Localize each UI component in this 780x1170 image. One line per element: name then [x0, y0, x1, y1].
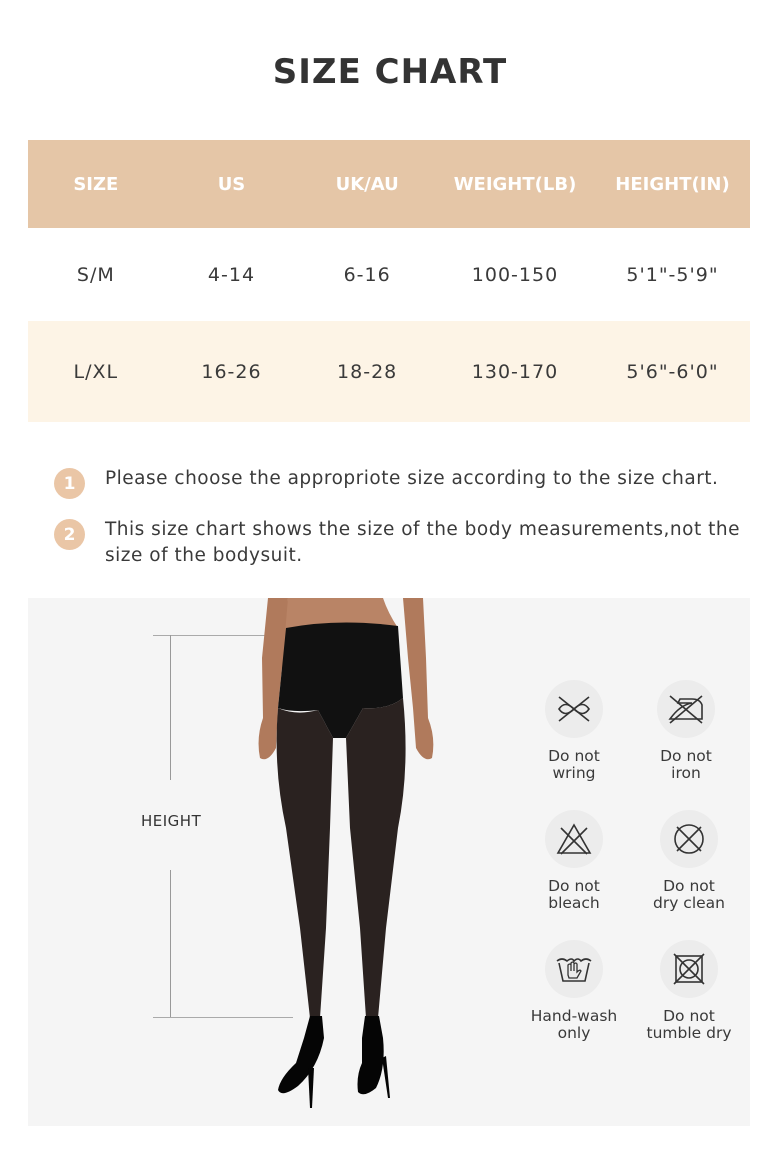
- care-item-do-not-bleach: [519, 810, 629, 912]
- do-not-bleach-icon: [545, 810, 603, 868]
- header-us: US: [164, 140, 300, 228]
- table-row: [28, 228, 750, 321]
- do-not-dry-clean-icon: [660, 810, 718, 868]
- note-text: Please choose the appropriote size according to the size chart.: [105, 468, 719, 489]
- care-label: Do not iron: [660, 747, 712, 782]
- size-table: [28, 140, 750, 422]
- table-header-row: [28, 140, 750, 228]
- do-not-wring-icon: [545, 680, 603, 738]
- model-image: [238, 598, 438, 1126]
- do-not-tumble-dry-icon: [660, 940, 718, 998]
- hand-wash-icon: [545, 940, 603, 998]
- cell-height: 5'6"-6'0": [595, 321, 750, 422]
- cell-weight: 130-170: [435, 321, 595, 422]
- table-row: [28, 321, 750, 422]
- height-label: HEIGHT: [141, 812, 202, 830]
- care-label: Do not dry clean: [653, 877, 725, 912]
- product-panel: [28, 598, 750, 1126]
- cell-us: 16-26: [164, 321, 300, 422]
- height-guide-line: [170, 870, 171, 1018]
- header-size: SIZE: [28, 140, 164, 228]
- care-item-do-not-wring: [519, 680, 629, 782]
- care-item-do-not-dry-clean: [634, 810, 744, 912]
- header-height: HEIGHT(IN): [595, 140, 750, 228]
- note-item: [54, 517, 754, 569]
- note-text: This size chart shows the size of the body measurements,not the size of the bodysuit.: [105, 519, 740, 566]
- cell-size: S/M: [28, 228, 164, 321]
- note-number-badge: 1: [54, 468, 85, 499]
- care-label: Hand-wash only: [530, 1007, 618, 1042]
- care-item-do-not-tumble-dry: [634, 940, 744, 1042]
- cell-uk-au: 18-28: [299, 321, 435, 422]
- care-item-do-not-iron: [631, 680, 741, 782]
- cell-weight: 100-150: [435, 228, 595, 321]
- cell-us: 4-14: [164, 228, 300, 321]
- cell-size: L/XL: [28, 321, 164, 422]
- header-uk-au: UK/AU: [299, 140, 435, 228]
- cell-uk-au: 6-16: [299, 228, 435, 321]
- care-item-hand-wash: [519, 940, 629, 1042]
- page-title: SIZE CHART: [272, 52, 508, 92]
- note-number-badge: 2: [54, 519, 85, 550]
- do-not-iron-icon: [657, 680, 715, 738]
- cell-height: 5'1"-5'9": [595, 228, 750, 321]
- care-label: Do not tumble dry: [646, 1007, 732, 1042]
- care-label: Do not wring: [548, 747, 600, 782]
- header-weight: WEIGHT(LB): [435, 140, 595, 228]
- care-label: Do not bleach: [548, 877, 600, 912]
- note-item: [54, 466, 754, 499]
- height-guide-line: [170, 635, 171, 780]
- size-notes: [54, 466, 754, 587]
